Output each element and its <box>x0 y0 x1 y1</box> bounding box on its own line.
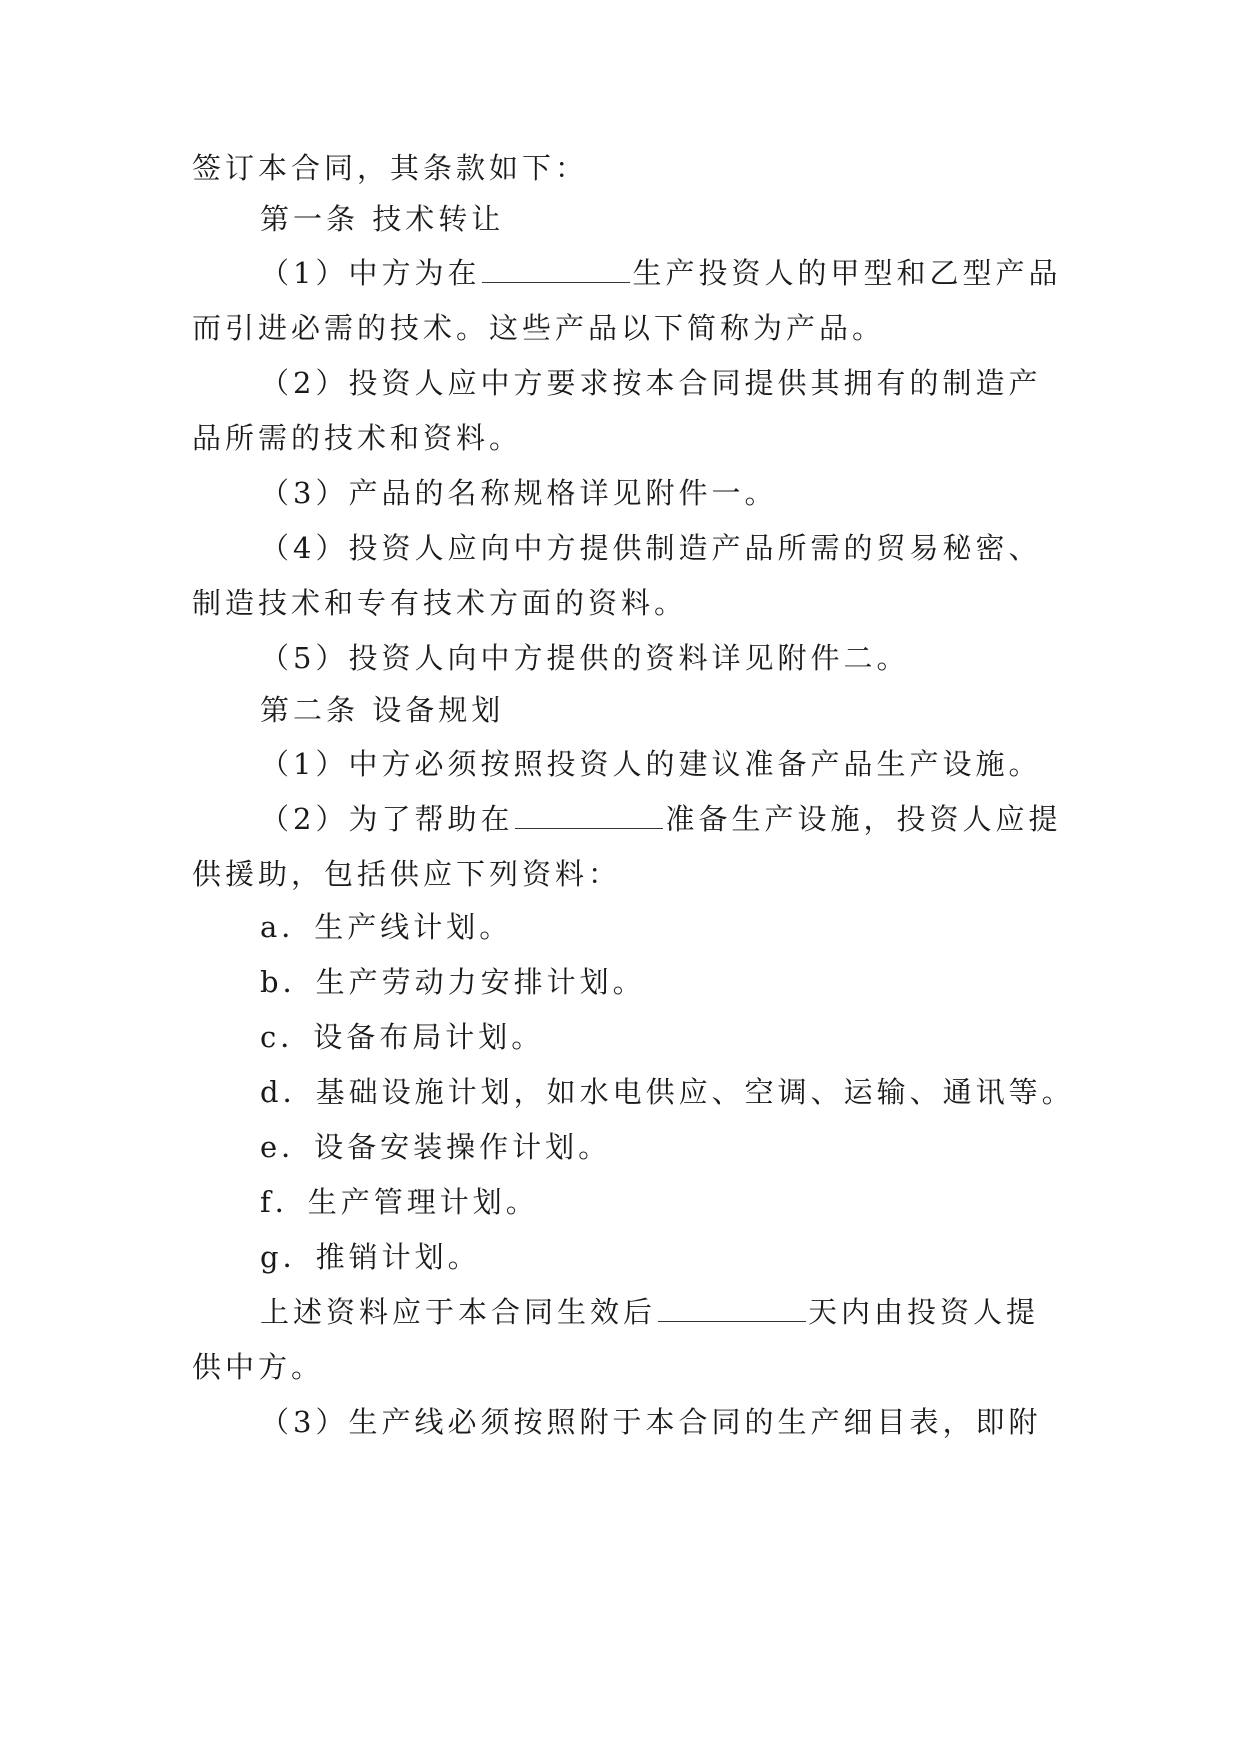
clause-text-before: （1）中方为在 <box>260 256 481 290</box>
list-item: e．设备安装操作计划。 <box>260 1130 612 1164</box>
article-heading: 第二条 设备规划 <box>260 693 505 727</box>
fill-in-blank <box>515 800 663 829</box>
clause-line: （3）产品的名称规格详见附件一。 <box>260 476 778 510</box>
list-item: g．推销计划。 <box>260 1240 481 1274</box>
clause-text-before: （2）为了帮助在 <box>260 802 514 836</box>
clause-line: （4）投资人应向中方提供制造产品所需的贸易秘密、 <box>260 531 1042 565</box>
fill-in-blank <box>482 254 630 283</box>
clause-line: （3）生产线必须按照附于本合同的生产细目表，即附 <box>260 1405 1042 1439</box>
clause-line <box>260 253 1061 293</box>
clause-text-after: 生产投资人的甲型和乙型产品 <box>632 256 1062 290</box>
clause-text-after: 天内由投资人提 <box>808 1295 1040 1329</box>
text-line: 品所需的技术和资料。 <box>192 421 523 455</box>
clause-line <box>260 1292 1039 1332</box>
text-line: 而引进必需的技术。这些产品以下简称为产品。 <box>192 311 886 345</box>
clause-line: （5）投资人向中方提供的资料详见附件二。 <box>260 641 910 675</box>
article-heading: 第一条 技术转让 <box>260 202 505 236</box>
list-item: b．生产劳动力安排计划。 <box>260 965 646 999</box>
text-line: 供中方。 <box>192 1350 325 1384</box>
clause-text-after: 准备生产设施，投资人应提 <box>665 802 1062 836</box>
clause-text-before: 上述资料应于本合同生效后 <box>260 1295 657 1329</box>
list-item: a．生产线计划。 <box>260 910 513 944</box>
text-line: 签订本合同，其条款如下： <box>192 151 589 185</box>
list-item: c．设备布局计划。 <box>260 1020 545 1054</box>
clause-line <box>260 799 1061 839</box>
list-item: f．生产管理计划。 <box>260 1185 539 1219</box>
clause-line: （1）中方必须按照投资人的建议准备产品生产设施。 <box>260 747 1042 781</box>
list-item: d．基础设施计划，如水电供应、空调、运输、通讯等。 <box>260 1075 1075 1109</box>
text-line: 制造技术和专有技术方面的资料。 <box>192 586 688 620</box>
fill-in-blank <box>658 1293 806 1322</box>
text-line: 供援助，包括供应下列资料： <box>192 857 622 891</box>
clause-line: （2）投资人应中方要求按本合同提供其拥有的制造产 <box>260 366 1042 400</box>
